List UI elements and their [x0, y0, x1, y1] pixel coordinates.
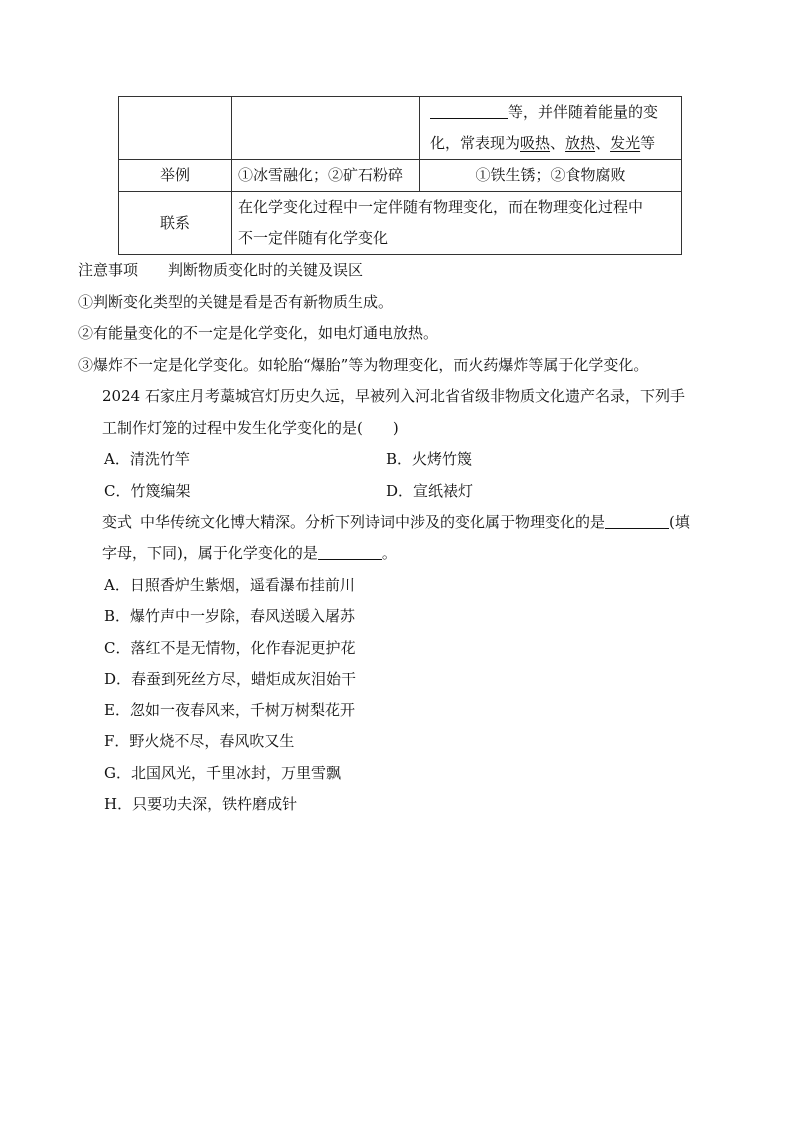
table-cell	[119, 97, 232, 160]
physical-example-cell: ①冰雪融化；②矿石粉碎	[232, 160, 420, 192]
underlined-term: 放热	[565, 134, 596, 152]
table-row	[119, 192, 682, 255]
cell-text: 、	[550, 134, 566, 152]
question-stem-text: (填	[669, 513, 690, 531]
row-label-example: 举例	[119, 160, 232, 192]
row-label-relation: 联系	[119, 192, 232, 255]
variant-label: 变式	[102, 513, 133, 531]
chemical-change-feature-cell	[420, 97, 682, 160]
cell-text: 等，并伴随着能量的变	[508, 103, 659, 121]
option-h[interactable]: H．只要功夫深，铁杵磨成针	[104, 795, 298, 813]
question-stem-line: 工制作灯笼的过程中发生化学变化的是( )	[102, 419, 399, 437]
question-stem-line: 2024 石家庄月考藁城宫灯历史久远，早被列入河北省省级非物质文化遗产名录，下列手	[102, 387, 685, 405]
answer-blank[interactable]	[430, 102, 508, 119]
underlined-term: 吸热	[520, 134, 551, 152]
option-c[interactable]: C．落红不是无情物，化作春泥更护花	[104, 639, 356, 657]
note-item: ③爆炸不一定是化学变化。如轮胎“爆胎”等为物理变化，而火药爆炸等属于化学变化。	[78, 356, 649, 374]
option-b[interactable]: B．火烤竹篾	[386, 450, 473, 468]
question-stem-text: 。	[381, 544, 397, 562]
relation-cell	[232, 192, 682, 255]
option-f[interactable]: F．野火烧不尽，春风吹又生	[104, 732, 295, 750]
notes-subheading: 判断物质变化时的关键及误区	[168, 261, 364, 279]
option-e[interactable]: E．忽如一夜春风来，千树万树梨花开	[104, 701, 355, 719]
question-stem-text: 中华传统文化博大精深。分析下列诗词中涉及的变化属于物理变化的是	[140, 513, 606, 531]
relation-line: 不一定伴随有化学变化	[238, 229, 389, 247]
cell-text: 等	[640, 134, 656, 152]
question-stem-text: 字母，下同)，属于化学变化的是	[102, 544, 318, 562]
option-a[interactable]: A．日照香炉生紫烟，遥看瀑布挂前川	[104, 576, 355, 594]
note-item: ①判断变化类型的关键是看是否有新物质生成。	[78, 293, 394, 311]
option-d[interactable]: D．宣纸裱灯	[386, 482, 474, 500]
option-d[interactable]: D．春蚕到死丝方尽，蜡炬成灰泪始干	[104, 670, 357, 688]
option-a[interactable]: A．清洗竹竿	[104, 450, 190, 468]
table-row	[119, 160, 682, 192]
cell-text: 、	[595, 134, 611, 152]
answer-blank[interactable]	[318, 543, 382, 560]
answer-blank[interactable]	[605, 512, 669, 529]
option-b[interactable]: B．爆竹声中一岁除，春风送暖入屠苏	[104, 607, 356, 625]
underlined-term: 发光	[610, 134, 641, 152]
note-item: ②有能量变化的不一定是化学变化，如电灯通电放热。	[78, 324, 439, 342]
option-g[interactable]: G．北国风光，千里冰封，万里雪飘	[104, 764, 341, 782]
variant-question-line	[102, 543, 397, 563]
notes-heading-row	[78, 260, 363, 280]
variant-question-line	[102, 512, 690, 532]
comparison-table	[118, 96, 682, 255]
cell-text: 化，常表现为	[430, 134, 521, 152]
option-c[interactable]: C．竹篾编架	[104, 482, 191, 500]
table-cell	[232, 97, 420, 160]
table-row	[119, 97, 682, 160]
chemical-example-cell: ①铁生锈；②食物腐败	[420, 160, 682, 192]
relation-line: 在化学变化过程中一定伴随有物理变化，而在物理变化过程中	[238, 198, 644, 216]
notes-heading: 注意事项	[78, 261, 139, 279]
